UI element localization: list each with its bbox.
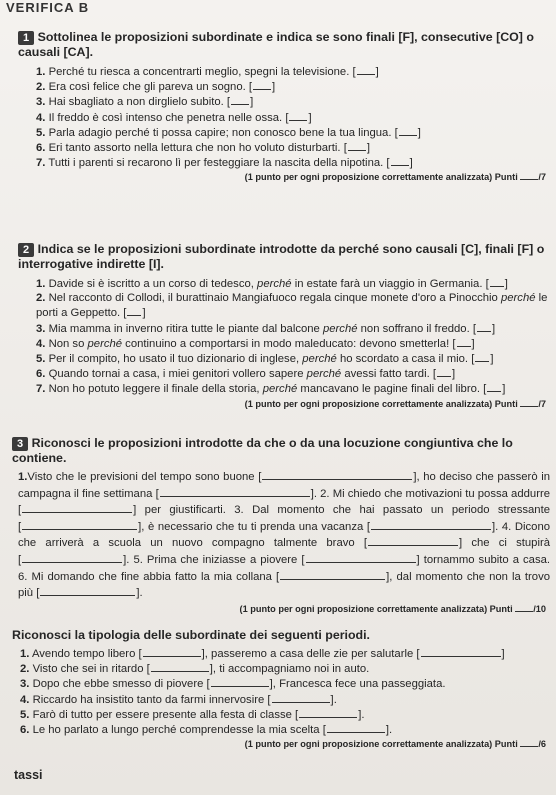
exercise-3 <box>12 436 550 614</box>
item-text: mancavano le pagine finali del libro. <box>297 383 481 396</box>
answer-blank[interactable] <box>18 504 136 516</box>
exercise-1-text: Sottolinea le proposizioni subordinate e indica se sono finali [F], consecutive [CO] o causali [CA]. <box>18 30 534 59</box>
answer-blank[interactable] <box>207 678 273 690</box>
exercise-3-text: Riconosci le proposizioni introdotte da che o da una locuzione congiuntiva che lo contiene. <box>12 436 513 465</box>
item-text: Perché tu riesca a concentrarti meglio, spegni la televisione. <box>48 66 350 78</box>
item-text: Visto che sei in ritardo <box>32 663 144 676</box>
list-item <box>20 646 550 661</box>
keyword-perche: perché <box>306 368 342 381</box>
item-text: avessi fatto tardi. <box>341 368 430 381</box>
sentence-text: . 4. Dicono che arriverà a scuola un nuovo compagno talmente bravo <box>18 520 551 550</box>
score-line <box>12 738 550 749</box>
item-number: 6. <box>36 368 46 381</box>
answer-blank[interactable] <box>483 383 505 395</box>
item-text: Riccardo ha insistito tanto da farmi innervosire <box>32 693 265 706</box>
item-text: Le ho parlato a lungo perché comprendesse la mia scelta <box>32 724 320 737</box>
list-item <box>36 351 550 366</box>
item-text: Per il compito, ho usato il tuo dizionario di inglese, <box>48 353 303 366</box>
list-item <box>20 661 550 676</box>
item-text: Non so <box>48 337 88 350</box>
list-item <box>36 336 550 351</box>
item-number: 1. <box>36 278 46 290</box>
list-item <box>36 140 550 155</box>
item-number: 2. <box>36 81 46 94</box>
item-text: ho scordato a casa il mio. <box>336 353 469 366</box>
exercise-1-number: 1 <box>18 31 34 45</box>
page-header: VERIFICA B <box>6 0 90 15</box>
sentence-text: per giustificarti. 3. Dal momento che hai passato un periodo stressante <box>144 504 551 517</box>
answer-blank[interactable] <box>123 307 145 319</box>
score-blank[interactable] <box>520 171 538 180</box>
item-number: 5. <box>20 708 30 721</box>
sentence-text: , ho deciso che passerò in campagna il fine settimana <box>18 471 550 500</box>
item-number: 2. <box>20 663 30 676</box>
list-item <box>36 64 550 79</box>
exercise-2-text: Indica se le proposizioni subordinate introdotte da perché sono causali [C], finali [F] o interrogative indirette [I]. <box>18 242 545 271</box>
item-text: continuino a comportarsi in modo maleducato: devono smetterla! <box>122 337 450 350</box>
keyword-perche: perché <box>500 292 536 305</box>
item-text: . <box>361 708 365 721</box>
sentence-text: , dal momento che non la trovo più <box>18 570 550 600</box>
score-total: /6 <box>538 739 546 750</box>
item-text: Parla adagio perché ti possa capire; non conosco bene la tua lingua. <box>48 126 392 139</box>
answer-blank[interactable] <box>147 663 213 675</box>
item-text: Eri tanto assorto nella lettura che non ho voluto disturbarti. <box>48 142 341 155</box>
item-text: Era così felice che gli pareva un sogno. <box>48 81 246 94</box>
score-line <box>12 603 550 614</box>
answer-blank[interactable] <box>18 554 126 566</box>
item-text: Non ho potuto leggere il finale della storia, <box>48 383 263 396</box>
score-line <box>18 171 550 182</box>
item-number: 5. <box>36 126 46 139</box>
answer-blank[interactable] <box>276 571 389 583</box>
keyword-perche: perché <box>87 337 123 350</box>
score-blank[interactable] <box>520 738 538 747</box>
list-item <box>20 692 550 707</box>
item-text: , passeremo a casa delle zie per salutarle <box>204 648 414 660</box>
score-total: /7 <box>538 172 546 183</box>
answer-blank[interactable] <box>285 112 311 124</box>
exercise-1-instruction <box>18 30 550 60</box>
answer-blank[interactable] <box>227 96 253 108</box>
list-item <box>36 321 550 336</box>
answer-blank[interactable] <box>486 278 508 290</box>
answer-blank[interactable] <box>416 648 504 660</box>
list-item <box>36 276 550 291</box>
item-text: Tutti i parenti si recarono lì per festeggiare la nascita della nipotina. <box>48 157 384 170</box>
item-text: . <box>333 693 337 706</box>
score-total: /7 <box>538 398 546 409</box>
answer-blank[interactable] <box>452 338 474 350</box>
item-text: , ti accompagniamo noi in auto. <box>212 663 370 676</box>
answer-blank[interactable] <box>471 353 493 365</box>
item-number: 1. <box>36 66 46 78</box>
sentence-text: . 2. Mi chiedo che motivazioni tu possa addurre <box>313 487 550 500</box>
score-blank[interactable] <box>520 398 538 407</box>
answer-blank[interactable] <box>364 537 462 549</box>
item-text: . <box>388 724 393 737</box>
answer-blank[interactable] <box>344 142 370 154</box>
sentence-text: . 5. Prima che iniziasse a piovere <box>126 553 298 566</box>
exercise-1 <box>18 30 550 182</box>
list-item <box>36 381 550 396</box>
item-text: non soffrano il freddo. <box>357 322 470 335</box>
list-item <box>20 676 550 691</box>
answer-blank[interactable] <box>18 521 141 533</box>
item-number: 5. <box>36 353 46 366</box>
exercise-4 <box>12 628 550 749</box>
answer-blank[interactable] <box>473 323 495 335</box>
answer-blank[interactable] <box>295 709 361 721</box>
exercise-2-number: 2 <box>18 243 34 257</box>
score-text: (1 punto per ogni proposizione correttamente analizzata) Punti <box>244 739 518 750</box>
answer-blank[interactable] <box>395 127 421 139</box>
answer-blank[interactable] <box>367 521 495 533</box>
answer-blank[interactable] <box>323 724 389 736</box>
item-number: 1. <box>20 648 30 660</box>
score-line <box>18 398 550 409</box>
keyword-perche: perché <box>322 322 358 335</box>
item-text: Davide si è iscritto a un corso di tedesco, <box>48 278 258 290</box>
keyword-perche: perché <box>302 353 337 366</box>
list-item <box>36 79 550 94</box>
exercise-4-instruction: Riconosci la tipologia delle subordinate dei seguenti periodi. <box>12 628 371 642</box>
list-item <box>36 291 550 320</box>
exercise-3-number: 3 <box>12 437 28 451</box>
list-item <box>36 155 550 170</box>
sentence-text: Visto che le previsioni del tempo sono buone <box>27 471 255 483</box>
score-text: (1 punto per ogni proposizione correttamente analizzata) Punti <box>244 398 518 409</box>
answer-blank[interactable] <box>36 587 139 599</box>
item-number: 4. <box>20 693 30 706</box>
answer-blank[interactable] <box>352 66 378 78</box>
item-number: 4. <box>36 111 46 124</box>
item-number: 6. <box>20 724 30 737</box>
item-text: Dopo che ebbe smesso di piovere <box>32 678 204 691</box>
list-item <box>36 110 550 125</box>
item-text: , Francesca fece una passeggiata. <box>272 678 446 691</box>
item-number: 7. <box>36 157 46 170</box>
answer-blank[interactable] <box>386 157 412 169</box>
answer-blank[interactable] <box>301 554 419 566</box>
exercise-3-paragraph: 1.Visto che le previsioni del tempo sono buone [ ] , ho deciso che passerò in campagna il fine settimana [ ] . 2. Mi chiedo che motivazioni tu possa addurre [ ] per giustificarti. 3. Dal momento che hai passato un periodo stressante [ ], è necessario che tu ti prenda una vacanza [ ] . 4. Dicono che arriverà a scuola un nuovo compagno talmente bravo [ ] che ci stupirà [ ]. 5. Prima che iniziasse a piovere [ ] tornammo subito a casa. 6. Mi domando che fine abbia fatto la mia collana [ ] , dal momento che non la trovo più [ ] . <box>12 469 550 602</box>
item-text: Il freddo è così intenso che penetra nelle ossa. <box>48 111 283 124</box>
keyword-perche: perché <box>257 278 292 290</box>
footer-word: tassi <box>14 768 43 782</box>
item-number: 3. <box>36 322 46 335</box>
answer-blank[interactable] <box>139 648 205 660</box>
item-text: Farò di tutto per essere presente alla festa di classe <box>32 708 292 721</box>
sentence-text: , è necessario che tu ti prenda una vacanza <box>141 520 364 533</box>
list-item <box>20 722 550 737</box>
score-text: (1 punto per ogni proposizione correttamente analizzata) Punti <box>244 172 518 183</box>
score-blank[interactable] <box>515 603 533 612</box>
sentence-text: tornammo subito a casa. 6. Mi domando che fine abbia fatto la mia collana <box>18 553 551 583</box>
exercise-2 <box>18 242 550 409</box>
list-item <box>36 94 550 109</box>
exercise-3-instruction <box>12 436 550 466</box>
item-number: 4. <box>36 337 46 350</box>
list-item <box>20 707 550 722</box>
item-number: 2. <box>36 292 46 305</box>
list-item <box>36 125 550 140</box>
item-text: Avendo tempo libero <box>31 648 136 660</box>
answer-blank[interactable] <box>267 694 333 706</box>
answer-blank[interactable] <box>433 368 455 380</box>
item-text: le porti a Geppetto. <box>36 292 548 320</box>
answer-blank[interactable] <box>156 488 314 500</box>
item-text: Hai sbagliato a non dirglielo subito. <box>48 96 224 109</box>
score-total: /10 <box>533 603 546 614</box>
answer-blank[interactable] <box>249 81 275 93</box>
keyword-perche: perché <box>262 383 298 396</box>
item-number: 6. <box>36 142 46 155</box>
item-text: in estate farà un viaggio in Germania. <box>291 278 483 290</box>
answer-blank[interactable] <box>258 471 416 483</box>
item-number: 3. <box>36 96 46 109</box>
item-number: 3. <box>20 678 30 691</box>
sentence-text: che ci stupirà <box>471 537 551 550</box>
item-text: Quando tornai a casa, i miei genitori vollero sapere <box>48 368 307 381</box>
list-item <box>36 366 550 381</box>
item-number: 7. <box>36 383 46 396</box>
score-text: (1 punto per ogni proposizione correttamente analizzata) Punti <box>239 603 513 614</box>
exercise-2-instruction <box>18 242 550 272</box>
item-text: Nel racconto di Collodi, il burattinaio Mangiafuoco regala cinque monete d'oro a Pinocchio <box>48 292 501 305</box>
item-text: Mia mamma in inverno ritira tutte le piante dal balcone <box>48 322 323 335</box>
